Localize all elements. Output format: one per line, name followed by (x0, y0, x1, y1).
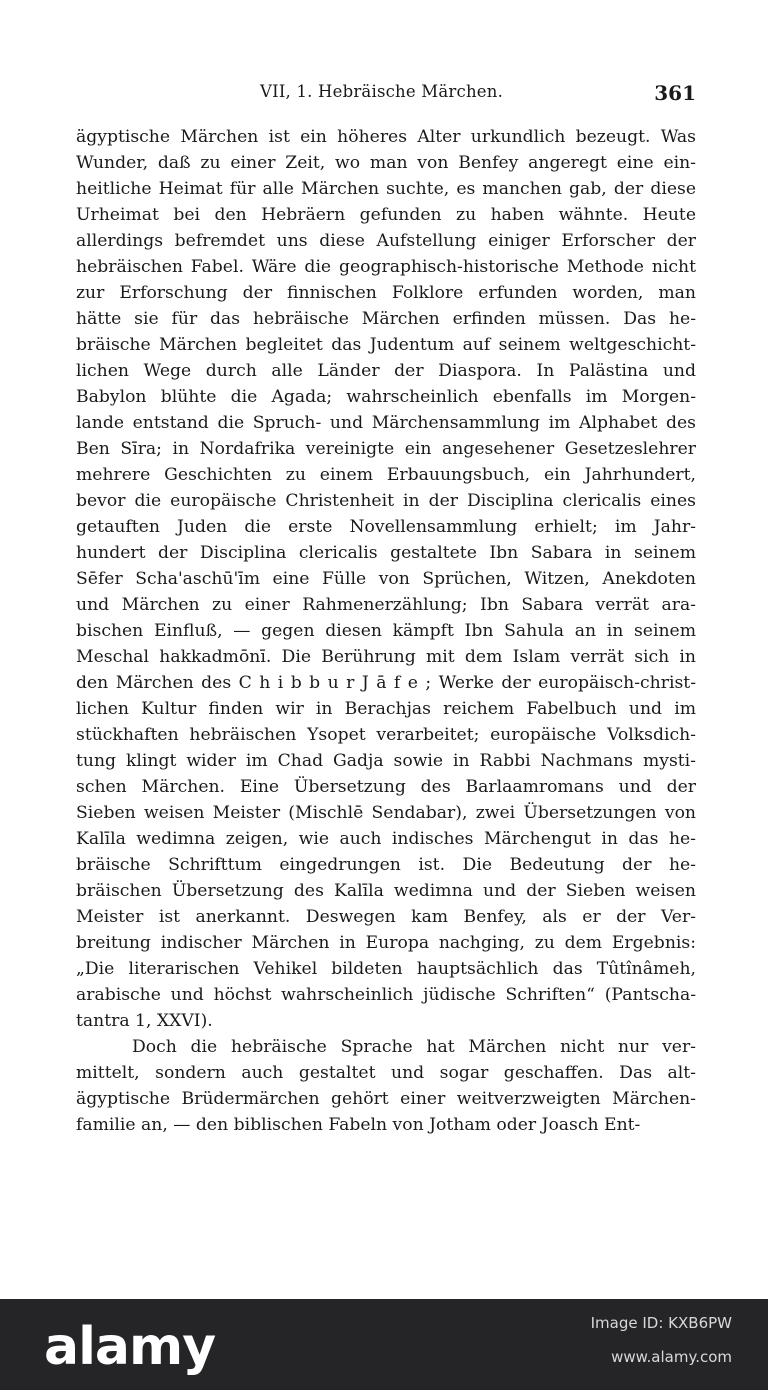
text-line: lande entstand die Spruch- und Märchensammlung im Alphabet des (76, 413, 696, 433)
text-line: Kalīla wedimna zeigen, wie auch indisches Märchengut in das he- (76, 829, 696, 849)
text-line: lichen Wege durch alle Länder der Diaspora. In Palästina und (76, 361, 696, 381)
text-line: tung klingt wider im Chad Gadja sowie in Rabbi Nachmans mysti- (76, 751, 696, 771)
image-id-label: Image ID: KXB6PW (590, 1314, 732, 1332)
text-line: stückhaften hebräischen Ysopet verarbeitet; europäische Volksdich- (76, 725, 696, 745)
text-line: „Die literarischen Vehikel bildeten hauptsächlich das Tûtînâmeh, (76, 959, 696, 979)
text-line: Ben Sīra; in Nordafrika vereinigte ein angesehener Gesetzeslehrer (76, 439, 696, 459)
text-line: bräische Märchen begleitet das Judentum auf seinem weltgeschicht- (76, 335, 696, 355)
text-line: Sēfer Scha'aschū'īm eine Fülle von Sprüchen, Witzen, Anekdoten (76, 569, 696, 589)
text-line: tantra 1, XXVI). (76, 1011, 213, 1031)
text-line: mehrere Geschichten zu einem Erbauungsbuch, ein Jahrhundert, (76, 465, 696, 485)
text-line: bevor die europäische Christenheit in der Disciplina clericalis eines (76, 491, 696, 511)
text-line: Meschal hakkadmōnī. Die Berührung mit dem Islam verrät sich in (76, 647, 696, 667)
page-number: 361 (654, 81, 696, 105)
text-line: familie an, — den biblischen Fabeln von Jotham oder Joasch Ent- (76, 1115, 641, 1135)
running-title: VII, 1. Hebräische Märchen. (260, 82, 504, 101)
text-line: allerdings befremdet uns diese Aufstellung einiger Erforscher der (76, 231, 696, 251)
text-line: mittelt, sondern auch gestaltet und sogar geschaffen. Das alt- (76, 1063, 696, 1083)
alamy-logo: alamy (44, 1317, 216, 1377)
running-head (76, 82, 696, 110)
text-line: schen Märchen. Eine Übersetzung des Barlaamromans und der (76, 777, 696, 797)
text-line: lichen Kultur finden wir in Berachjas reichem Fabelbuch und im (76, 699, 696, 719)
text-line: breitung indischer Märchen in Europa nachging, zu dem Ergebnis: (76, 933, 696, 953)
text-line: ägyptische Märchen ist ein höheres Alter urkundlich bezeugt. Was (76, 127, 696, 147)
text-line: hebräischen Fabel. Wäre die geographisch-historische Methode nicht (76, 257, 696, 277)
text-line: und Märchen zu einer Rahmenerzählung; Ibn Sabara verrät ara- (76, 595, 696, 615)
site-url: www.alamy.com (611, 1348, 732, 1366)
text-line: getauften Juden die erste Novellensammlung erhielt; im Jahr- (76, 517, 696, 537)
text-line: den Märchen des C h i b b u r J ā f e ; Werke der europäisch-christ- (76, 673, 696, 693)
text-line: bischen Einfluß, — gegen diesen kämpft Ibn Sahula an in seinem (76, 621, 696, 641)
text-line: hätte sie für das hebräische Märchen erfinden müssen. Das he- (76, 309, 696, 329)
text-line: zur Erforschung der finnischen Folklore erfunden worden, man (76, 283, 696, 303)
text-line: Sieben weisen Meister (Mischlē Sendabar), zwei Übersetzungen von (76, 803, 696, 823)
text-line: Urheimat bei den Hebräern gefunden zu haben wähnte. Heute (76, 205, 696, 225)
text-line: Wunder, daß zu einer Zeit, wo man von Benfey angeregt eine ein- (76, 153, 696, 173)
text-line: hundert der Disciplina clericalis gestaltete Ibn Sabara in seinem (76, 543, 696, 563)
body-text (76, 124, 696, 1138)
text-line: ägyptische Brüdermärchen gehört einer weitverzweigten Märchen- (76, 1089, 696, 1109)
paragraph (76, 124, 696, 1034)
text-line: bräischen Übersetzung des Kalīla wedimna und der Sieben weisen (76, 881, 696, 901)
text-line: heitliche Heimat für alle Märchen suchte, es manchen gab, der diese (76, 179, 696, 199)
text-line: bräische Schrifttum eingedrungen ist. Die Bedeutung der he- (76, 855, 696, 875)
text-line: arabische und höchst wahrscheinlich jüdische Schriften“ (Pantscha- (76, 985, 696, 1005)
text-line: Meister ist anerkannt. Deswegen kam Benfey, als er der Ver- (76, 907, 696, 927)
text-line: Doch die hebräische Sprache hat Märchen nicht nur ver- (132, 1037, 696, 1057)
text-line: Babylon blühte die Agada; wahrscheinlich ebenfalls im Morgen- (76, 387, 696, 407)
paragraph (76, 1034, 696, 1138)
